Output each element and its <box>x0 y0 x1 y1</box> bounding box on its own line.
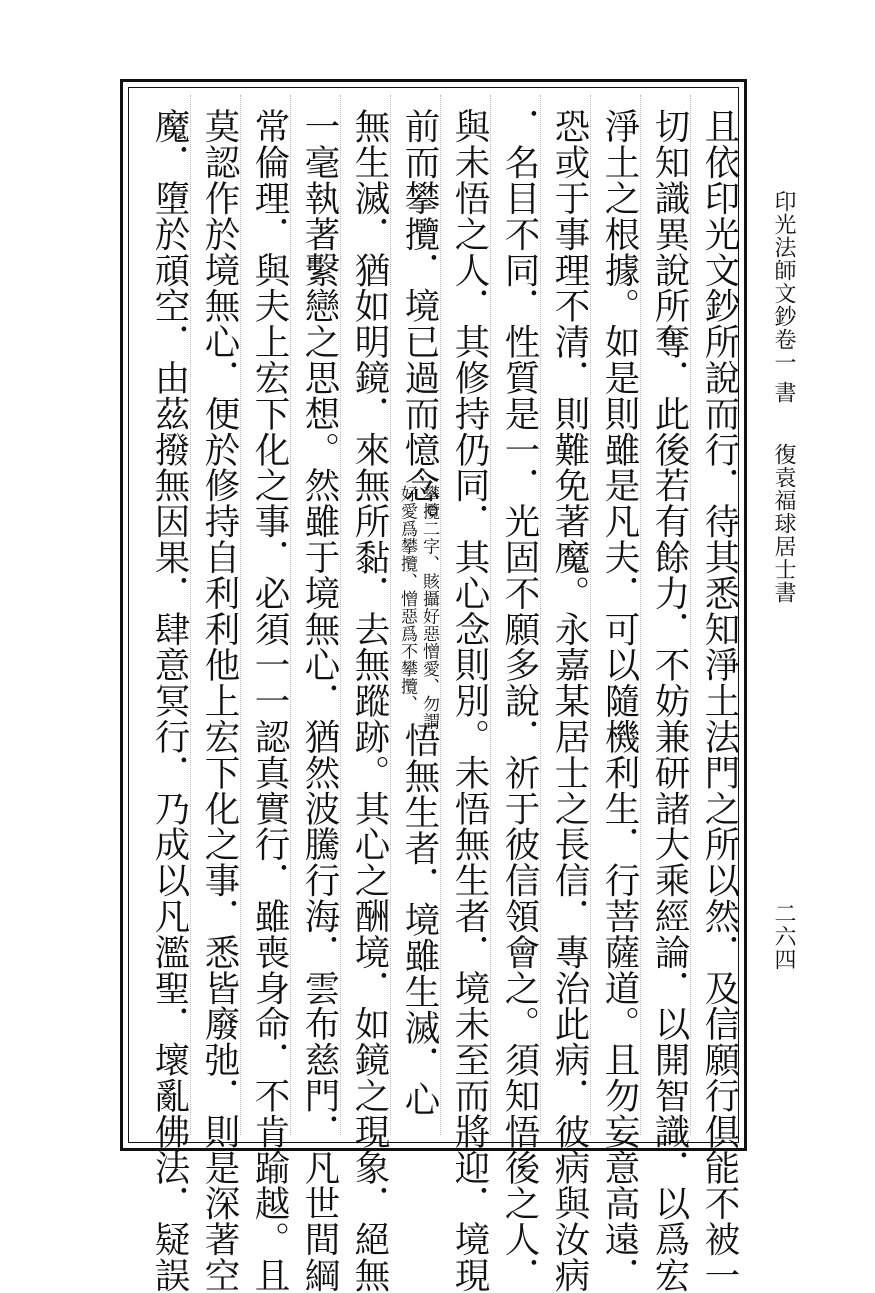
column-rule <box>690 95 691 1135</box>
text-column-10: 常倫理．與夫上宏下化之事．必須一一認真實行．雖喪身命．不肯踰越。且 <box>249 108 290 1293</box>
annotation-line-1: 攀攬二字、賅攝好惡憎愛、勿謂 <box>419 485 439 730</box>
column-rule <box>590 95 591 1135</box>
text-column-1: 且依印光文鈔所說而行．待其悉知淨土法門之所以然．及信願行俱能不被一 <box>699 108 740 1293</box>
column-rule <box>490 95 491 1135</box>
section-label: 書 <box>771 381 796 404</box>
column-rule <box>440 95 441 1135</box>
text-column-7-continuation: 悟無生者．境雖生滅．心 <box>399 722 440 1117</box>
column-rule <box>640 95 641 1135</box>
text-column-9: 一毫執著繫戀之思想。然雖于境無心．猶然波騰行海．雲布慈門．凡世間綱 <box>299 108 340 1293</box>
annotation-line-2: 好愛爲攀攬、憎惡爲不攀攬、 <box>397 485 417 713</box>
text-column-5: ．名目不同．性質是一．光固不願多說．祈于彼信領會之。須知悟後之人． <box>499 108 540 1293</box>
book-title: 印光法師文鈔卷一 <box>771 190 796 374</box>
letter-title: 復袁福球居士書 <box>771 443 796 604</box>
page-number: 二六四 <box>771 902 796 971</box>
text-column-8: 無生滅．猶如明鏡．來無所黏．去無蹤跡。其心之酬境．如鏡之現象．絕無 <box>349 108 390 1293</box>
column-rule <box>340 95 341 1135</box>
column-rule <box>540 95 541 1135</box>
column-rule <box>290 95 291 1135</box>
text-column-2: 切知識異說所奪．此後若有餘力．不妨兼研諸大乘經論．以開智識．以爲宏 <box>649 108 690 1293</box>
text-column-12: 魔．墮於頑空．由茲撥無因果．肆意冥行．乃成以凡濫聖．壞亂佛法．疑誤 <box>149 108 190 1293</box>
text-column-7: 前而攀攬．境已過而憶念。 <box>399 108 440 539</box>
column-rule <box>240 95 241 1135</box>
text-column-6: 與未悟之人．其修持仍同．其心念則別。未悟無生者．境未至而將迎．境現 <box>449 108 490 1293</box>
text-column-4: 恐或于事理不清．則難免著魔。永嘉某居士之長信．專治此病．彼病與汝病 <box>549 108 590 1293</box>
column-rule <box>390 95 391 1135</box>
text-column-11: 莫認作於境無心．便於修持自利利他上宏下化之事．悉皆廢弛．則是深著空 <box>199 108 240 1293</box>
column-rule <box>190 95 191 1135</box>
text-column-3: 淨土之根據。如是則雖是凡夫．可以隨機利生．行菩薩道。且勿妄意高遠． <box>599 108 640 1293</box>
